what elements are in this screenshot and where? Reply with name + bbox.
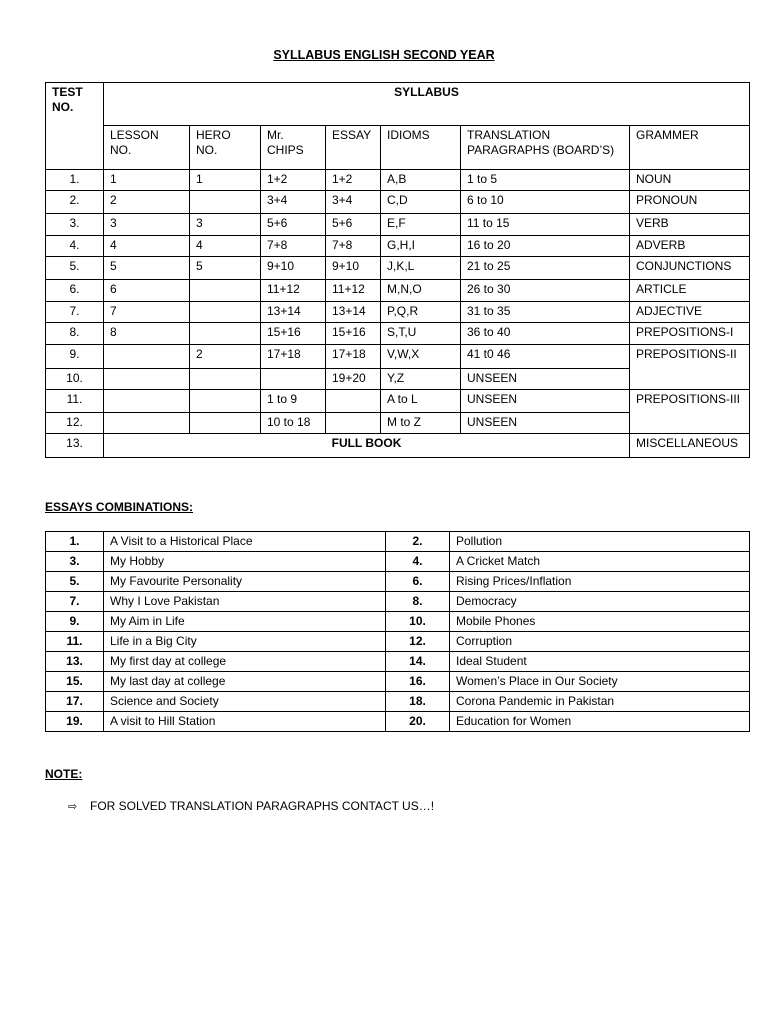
- idioms-cell: A to L: [381, 390, 461, 413]
- test-number-cell: 5.: [46, 257, 104, 280]
- syllabus-row: [46, 434, 750, 458]
- essay-title: Pollution: [450, 532, 750, 552]
- test-number-cell: 2.: [46, 191, 104, 214]
- essay-row: [46, 672, 750, 692]
- syllabus-row: [46, 302, 750, 323]
- idioms-cell: M to Z: [381, 413, 461, 434]
- lesson-cell: 5: [104, 257, 190, 280]
- lesson-cell: [104, 345, 190, 369]
- essay-row: [46, 652, 750, 672]
- essay-cell: 17+18: [326, 345, 381, 369]
- idioms-cell: Y,Z: [381, 369, 461, 390]
- essay-cell: [326, 413, 381, 434]
- idioms-cell: V,W,X: [381, 345, 461, 369]
- note-text: FOR SOLVED TRANSLATION PARAGRAPHS CONTACT US…!: [90, 799, 435, 813]
- test-number-cell: 3.: [46, 214, 104, 236]
- essay-title: Mobile Phones: [450, 612, 750, 632]
- hero-cell: [190, 369, 261, 390]
- essay-number: 15.: [46, 672, 104, 692]
- mr-chips-cell: 11+12: [261, 280, 326, 302]
- translation-cell: 41 t0 46: [461, 345, 630, 369]
- lesson-cell: 1: [104, 170, 190, 191]
- grammar-cell: MISCELLANEOUS: [630, 434, 750, 458]
- grammar-cell: PREPOSITIONS-II: [630, 345, 750, 390]
- essay-title: Life in a Big City: [104, 632, 386, 652]
- idioms-cell: P,Q,R: [381, 302, 461, 323]
- essay-number: 7.: [46, 592, 104, 612]
- full-book-cell: FULL BOOK: [104, 434, 630, 458]
- essay-row: [46, 632, 750, 652]
- essay-number: 6.: [386, 572, 450, 592]
- essay-row: [46, 572, 750, 592]
- hero-cell: 2: [190, 345, 261, 369]
- translation-cell: 11 to 15: [461, 214, 630, 236]
- syllabus-row: [46, 170, 750, 191]
- essay-title: Science and Society: [104, 692, 386, 712]
- essay-cell: 11+12: [326, 280, 381, 302]
- essay-number: 12.: [386, 632, 450, 652]
- column-header: LESSON NO.: [104, 126, 190, 170]
- syllabus-row: [46, 345, 750, 369]
- essay-cell: 9+10: [326, 257, 381, 280]
- note-item: [68, 799, 434, 813]
- idioms-cell: C,D: [381, 191, 461, 214]
- grammar-cell: ADJECTIVE: [630, 302, 750, 323]
- essay-row: [46, 532, 750, 552]
- essay-cell: 7+8: [326, 236, 381, 257]
- test-number-cell: 11.: [46, 390, 104, 413]
- test-number-cell: 7.: [46, 302, 104, 323]
- essay-number: 3.: [46, 552, 104, 572]
- mr-chips-cell: 13+14: [261, 302, 326, 323]
- test-number-cell: 6.: [46, 280, 104, 302]
- idioms-cell: G,H,I: [381, 236, 461, 257]
- syllabus-row: [46, 236, 750, 257]
- mr-chips-cell: 10 to 18: [261, 413, 326, 434]
- essay-cell: 13+14: [326, 302, 381, 323]
- mr-chips-cell: 15+16: [261, 323, 326, 345]
- essay-number: 4.: [386, 552, 450, 572]
- grammar-cell: ARTICLE: [630, 280, 750, 302]
- lesson-cell: [104, 413, 190, 434]
- essay-number: 2.: [386, 532, 450, 552]
- lesson-cell: 2: [104, 191, 190, 214]
- syllabus-row: [46, 214, 750, 236]
- syllabus-row: [46, 323, 750, 345]
- essay-cell: 1+2: [326, 170, 381, 191]
- idioms-cell: A,B: [381, 170, 461, 191]
- test-number-cell: 9.: [46, 345, 104, 369]
- test-number-cell: 1.: [46, 170, 104, 191]
- essay-row: [46, 552, 750, 572]
- translation-cell: 1 to 5: [461, 170, 630, 191]
- grammar-cell: CONJUNCTIONS: [630, 257, 750, 280]
- translation-cell: 36 to 40: [461, 323, 630, 345]
- essay-cell: 5+6: [326, 214, 381, 236]
- essay-cell: 3+4: [326, 191, 381, 214]
- essay-number: 11.: [46, 632, 104, 652]
- lesson-cell: 8: [104, 323, 190, 345]
- essay-number: 1.: [46, 532, 104, 552]
- lesson-cell: 4: [104, 236, 190, 257]
- column-header: Mr. CHIPS: [261, 126, 326, 170]
- column-header: IDIOMS: [381, 126, 461, 170]
- essay-title: Corruption: [450, 632, 750, 652]
- test-number-cell: 4.: [46, 236, 104, 257]
- note-heading: NOTE:: [45, 767, 83, 781]
- hero-cell: [190, 413, 261, 434]
- grammar-cell: PRONOUN: [630, 191, 750, 214]
- essay-row: [46, 712, 750, 732]
- test-number-cell: 10.: [46, 369, 104, 390]
- syllabus-header-row: [46, 83, 750, 126]
- column-header: GRAMMER: [630, 126, 750, 170]
- essay-number: 8.: [386, 592, 450, 612]
- essay-cell: 19+20: [326, 369, 381, 390]
- page-title: SYLLABUS ENGLISH SECOND YEAR: [273, 48, 495, 62]
- mr-chips-cell: [261, 369, 326, 390]
- idioms-cell: E,F: [381, 214, 461, 236]
- hero-cell: [190, 302, 261, 323]
- essay-title: My Hobby: [104, 552, 386, 572]
- lesson-cell: 3: [104, 214, 190, 236]
- column-header-row: [46, 126, 750, 170]
- translation-cell: UNSEEN: [461, 390, 630, 413]
- hero-cell: [190, 390, 261, 413]
- essay-row: [46, 612, 750, 632]
- essay-title: A visit to Hill Station: [104, 712, 386, 732]
- mr-chips-cell: 9+10: [261, 257, 326, 280]
- translation-cell: 31 to 35: [461, 302, 630, 323]
- lesson-cell: 7: [104, 302, 190, 323]
- idioms-cell: J,K,L: [381, 257, 461, 280]
- essay-number: 13.: [46, 652, 104, 672]
- lesson-cell: [104, 369, 190, 390]
- syllabus-row: [46, 390, 750, 413]
- idioms-cell: S,T,U: [381, 323, 461, 345]
- essay-row: [46, 692, 750, 712]
- lesson-cell: 6: [104, 280, 190, 302]
- essay-title: A Visit to a Historical Place: [104, 532, 386, 552]
- syllabus-row: [46, 257, 750, 280]
- essay-number: 18.: [386, 692, 450, 712]
- test-number-cell: 13.: [46, 434, 104, 458]
- idioms-cell: M,N,O: [381, 280, 461, 302]
- essay-title: Corona Pandemic in Pakistan: [450, 692, 750, 712]
- essay-number: 20.: [386, 712, 450, 732]
- translation-cell: 21 to 25: [461, 257, 630, 280]
- lesson-cell: [104, 390, 190, 413]
- grammar-cell: VERB: [630, 214, 750, 236]
- essay-title: Ideal Student: [450, 652, 750, 672]
- mr-chips-cell: 1+2: [261, 170, 326, 191]
- translation-cell: 6 to 10: [461, 191, 630, 214]
- hero-cell: 5: [190, 257, 261, 280]
- hero-cell: 4: [190, 236, 261, 257]
- right-arrow-icon: ⇨: [68, 801, 78, 813]
- essay-title: A Cricket Match: [450, 552, 750, 572]
- syllabus-table: [45, 82, 750, 458]
- grammar-cell: PREPOSITIONS-III: [630, 390, 750, 434]
- test-no-header: TEST NO.: [46, 83, 104, 170]
- syllabus-row: [46, 191, 750, 214]
- essay-title: Why I Love Pakistan: [104, 592, 386, 612]
- essay-number: 17.: [46, 692, 104, 712]
- mr-chips-cell: 3+4: [261, 191, 326, 214]
- essay-title: Women’s Place in Our Society: [450, 672, 750, 692]
- grammar-cell: PREPOSITIONS-I: [630, 323, 750, 345]
- essay-title: My last day at college: [104, 672, 386, 692]
- translation-cell: 16 to 20: [461, 236, 630, 257]
- mr-chips-cell: 1 to 9: [261, 390, 326, 413]
- hero-cell: [190, 191, 261, 214]
- mr-chips-cell: 17+18: [261, 345, 326, 369]
- column-header: HERO NO.: [190, 126, 261, 170]
- essay-number: 14.: [386, 652, 450, 672]
- essays-heading: ESSAYS COMBINATIONS:: [45, 500, 194, 514]
- essay-number: 16.: [386, 672, 450, 692]
- essay-number: 19.: [46, 712, 104, 732]
- essay-cell: [326, 390, 381, 413]
- translation-cell: UNSEEN: [461, 413, 630, 434]
- translation-cell: 26 to 30: [461, 280, 630, 302]
- essay-number: 5.: [46, 572, 104, 592]
- test-number-cell: 12.: [46, 413, 104, 434]
- essay-title: Rising Prices/Inflation: [450, 572, 750, 592]
- test-number-cell: 8.: [46, 323, 104, 345]
- grammar-cell: NOUN: [630, 170, 750, 191]
- essay-title: My first day at college: [104, 652, 386, 672]
- hero-cell: [190, 323, 261, 345]
- mr-chips-cell: 7+8: [261, 236, 326, 257]
- essay-cell: 15+16: [326, 323, 381, 345]
- grammar-cell: ADVERB: [630, 236, 750, 257]
- syllabus-header: SYLLABUS: [104, 83, 750, 126]
- essay-row: [46, 592, 750, 612]
- essay-number: 10.: [386, 612, 450, 632]
- essay-title: Democracy: [450, 592, 750, 612]
- essay-title: Education for Women: [450, 712, 750, 732]
- column-header: TRANSLATION PARAGRAPHS (BOARD’S): [461, 126, 630, 170]
- essays-table: [45, 531, 750, 732]
- mr-chips-cell: 5+6: [261, 214, 326, 236]
- essay-title: My Favourite Personality: [104, 572, 386, 592]
- hero-cell: [190, 280, 261, 302]
- column-header: ESSAY: [326, 126, 381, 170]
- syllabus-row: [46, 280, 750, 302]
- hero-cell: 1: [190, 170, 261, 191]
- essay-title: My Aim in Life: [104, 612, 386, 632]
- hero-cell: 3: [190, 214, 261, 236]
- essay-number: 9.: [46, 612, 104, 632]
- translation-cell: UNSEEN: [461, 369, 630, 390]
